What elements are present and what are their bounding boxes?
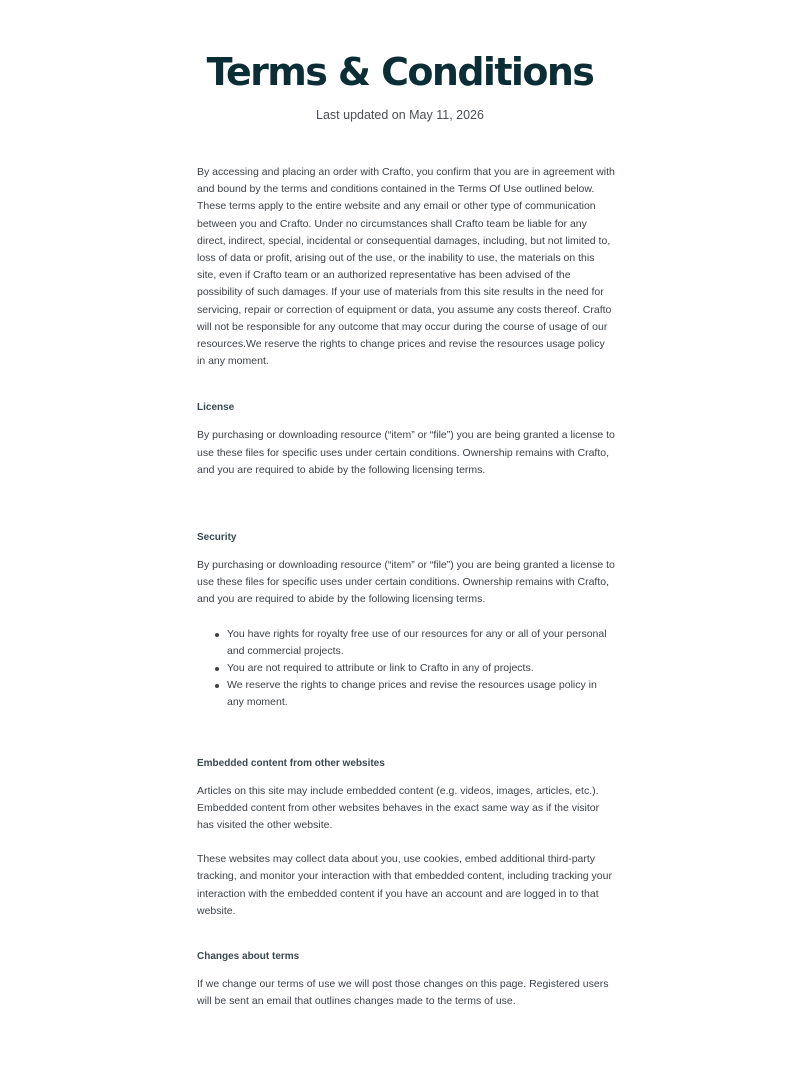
changes-heading: Changes about terms (197, 951, 300, 963)
security-paragraph: By purchasing or downloading resource (“item” or “file”) you are being granted a license to use these files for specific uses under certain conditions. Ownership remains with Crafto, and you are required to abide by the following licensing terms. (197, 559, 615, 606)
embedded-content-heading: Embedded content from other websites (197, 757, 385, 769)
list-item: You have rights for royalty free use of our resources for any or all of your personal and commercial projects. (227, 626, 615, 660)
embedded-content-paragraph-1: Articles on this site may include embedded content (e.g. videos, images, articles, etc.). Embedded content from other websites behaves in the exact same way as if the visitor has visited the other website. (197, 784, 600, 832)
list-item: We reserve the rights to change prices and revise the resources usage policy in any moment. (227, 677, 615, 711)
security-heading: Security (197, 532, 237, 544)
changes-paragraph: If we change our terms of use we will post those changes on this page. Registered users will be sent an email that outlines changes made to the terms of use. (197, 978, 609, 1008)
last-updated-date: Last updated on May 11, 2026 (316, 108, 484, 122)
intro-paragraph: By accessing and placing an order with Crafto, you confirm that you are in agreement with and bound by the terms and conditions contained in the Terms Of Use outlined below. These terms apply to the entire website and any email or other type of communication between you and Crafto. Under no circumstances shall Crafto team be liable for any direct, indirect, special, incidental or consequential damages, including, but not limited to, loss of data or profit, arising out of the use, or the inability to use, the materials on this site, even if Crafto team or an authorized representative has been advised of the possibility of such damages. If your use of materials from this site results in the need for servicing, repair or correction of equipment or data, you assume any costs thereof. Crafto will not be responsible for any outcome that may occur during the course of usage of our resources.We reserve the rights to change prices and revise the resources usage policy in any moment. (197, 166, 615, 368)
terms-content (197, 164, 615, 1011)
security-list (197, 626, 615, 712)
list-item: You are not required to attribute or link to Crafto in any of projects. (227, 660, 615, 677)
page-title: Terms & Conditions (206, 50, 594, 94)
license-paragraph: By purchasing or downloading resource (“item” or “file”) you are being granted a license to use these files for specific uses under certain conditions. Ownership remains with Crafto, and you are required to abide by the following licensing terms. (197, 429, 615, 476)
license-heading: License (197, 402, 235, 414)
embedded-content-paragraph-2: These websites may collect data about you, use cookies, embed additional third-party tracking, and monitor your interaction with that embedded content, including tracking your interaction with the embedded content if you have an account and are logged in to that website. (197, 853, 612, 917)
